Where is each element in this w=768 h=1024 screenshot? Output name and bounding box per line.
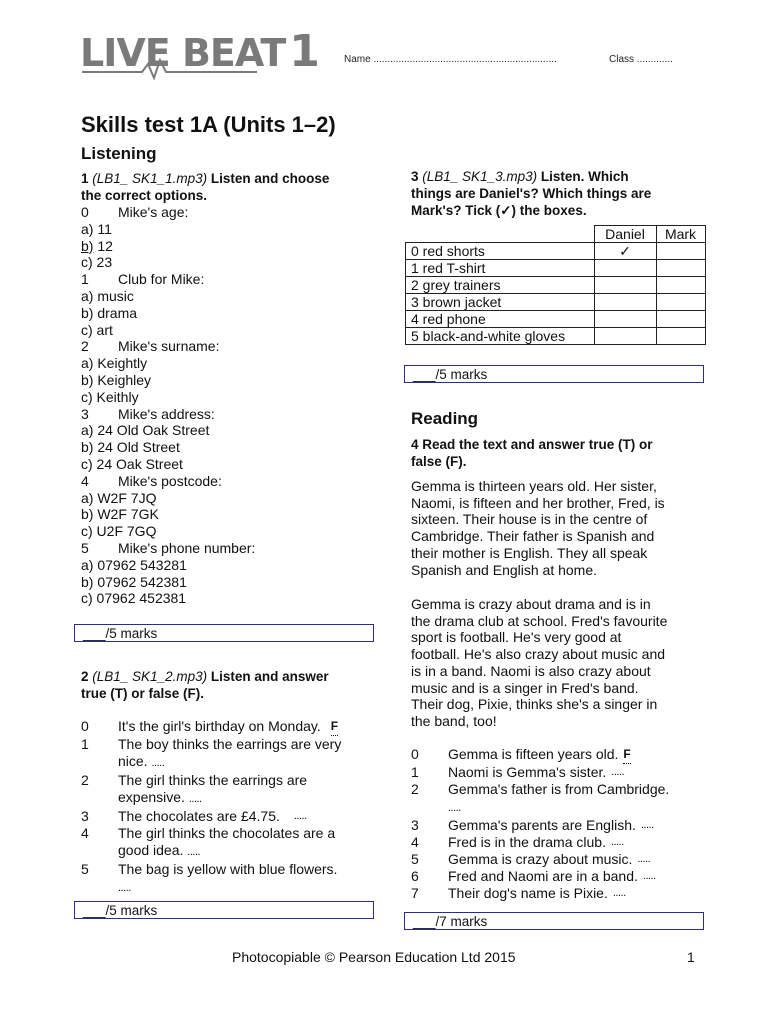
item-text: The bag is yellow with blue flowers. <box>118 861 338 877</box>
header-blank <box>406 226 595 243</box>
item-number: 3 <box>81 405 89 422</box>
item-number: 5 <box>81 539 89 556</box>
q4-instruction <box>411 436 711 470</box>
q3-instruction <box>411 168 711 219</box>
option[interactable]: b) W2F 7GK <box>81 506 159 523</box>
item-text: The girl thinks the chocolates are a <box>118 825 336 841</box>
item-number: 0 <box>81 718 89 734</box>
page-title: Skills test 1A (Units 1–2) <box>81 112 336 137</box>
answer-blank[interactable]: ..... <box>642 870 656 882</box>
example-answer: F <box>331 718 338 736</box>
option-text: 12 <box>93 237 113 254</box>
option[interactable]: c) 24 Oak Street <box>81 455 183 472</box>
answer-blank[interactable]: ..... <box>640 819 654 831</box>
option <box>81 238 255 255</box>
item-text: It's the girl's birthday on Monday. <box>118 718 321 734</box>
q1-instruction-line1: Listen and choose <box>210 171 330 186</box>
item-number: 1 <box>411 764 419 780</box>
paragraph-line: sport is football. He's very good at <box>411 629 622 646</box>
option[interactable]: b) drama <box>81 304 138 321</box>
item-prompt: Mike's phone number: <box>118 539 256 556</box>
item-number: 6 <box>411 868 419 884</box>
item-number: 4 <box>81 825 89 841</box>
col-daniel: Daniel <box>594 226 656 243</box>
table-header-row <box>406 226 706 243</box>
item-number: 3 <box>411 817 419 833</box>
page-number: 1 <box>687 949 695 965</box>
daniel-tick-box[interactable] <box>594 277 656 294</box>
q4-item <box>411 885 711 902</box>
table-row <box>406 243 706 260</box>
q4-item <box>411 817 711 834</box>
q3-marks-box[interactable]: ___/5 marks <box>404 365 704 383</box>
q4-item <box>411 851 711 868</box>
example-answer: F <box>623 746 630 764</box>
q4-item <box>411 781 711 798</box>
paragraph-line: their mother is English. They all speak <box>411 544 648 561</box>
listening-heading: Listening <box>81 144 157 163</box>
q3-instruction-line1: Listen. Which <box>540 169 629 184</box>
q4-items <box>411 746 711 902</box>
q4-instruction-line2: false (F). <box>411 454 467 469</box>
answer-blank[interactable]: ..... <box>187 846 201 858</box>
answer-blank[interactable]: ..... <box>637 853 651 865</box>
answer-blank[interactable]: ..... <box>151 757 165 769</box>
mark-tick-box <box>656 243 705 260</box>
item-number: 2 <box>411 781 419 797</box>
reading-heading: Reading <box>411 409 479 428</box>
paragraph-line: the drama club at school. Fred's favourite <box>411 612 668 629</box>
item-text: Fred and Naomi are in a band. <box>448 868 638 884</box>
paragraph-line: Their dog, Pixie, thinks she's a singer in <box>411 696 658 713</box>
item-text: Gemma's father is from Cambridge. <box>448 781 670 797</box>
q1-items <box>81 204 255 607</box>
item-prompt: Mike's age: <box>118 204 189 220</box>
option[interactable]: a) 07962 543281 <box>81 556 187 573</box>
item-text: expensive. <box>118 789 185 805</box>
name-field[interactable]: Name .................................................................. <box>344 54 557 65</box>
item-prompt: Mike's surname: <box>118 338 220 355</box>
q3-file: (LB1_ SK1_3.mp3) <box>422 169 538 184</box>
logo-number: 1 <box>289 26 319 77</box>
q3-tick-table <box>405 225 706 345</box>
table-row <box>406 277 706 294</box>
q1-instruction-line2: the correct options. <box>81 188 208 203</box>
answer-blank[interactable]: ..... <box>611 766 625 778</box>
q4-item <box>411 834 711 851</box>
option[interactable]: a) W2F 7JQ <box>81 489 157 506</box>
q2-item <box>81 808 376 825</box>
q2-instruction <box>81 668 381 702</box>
q2-marks-box[interactable]: ___/5 marks <box>74 901 374 919</box>
item-number: 1 <box>81 271 89 288</box>
q1-item-prompt <box>81 406 255 423</box>
daniel-tick-box[interactable] <box>594 311 656 328</box>
q1-marks-box[interactable]: ___/5 marks <box>74 624 374 642</box>
item-number: 2 <box>81 338 89 355</box>
table-row <box>406 311 706 328</box>
item-number: 0 <box>81 204 89 220</box>
q1-number: 1 <box>81 171 89 186</box>
item-cell: 0 red shorts <box>406 243 595 260</box>
q1-file: (LB1_ SK1_1.mp3) <box>92 171 208 186</box>
q4-instruction-line1: 4 Read the text and answer true (T) or <box>411 437 653 452</box>
item-number: 0 <box>411 746 419 762</box>
daniel-tick-box[interactable] <box>594 294 656 311</box>
copyright: Photocopiable © Pearson Education Ltd 2015 <box>232 949 516 965</box>
item-number: 3 <box>81 808 89 824</box>
q2-item <box>81 718 376 736</box>
daniel-tick-box: ✓ <box>594 243 656 260</box>
logo-pulse-icon <box>82 58 262 80</box>
table-row <box>406 294 706 311</box>
item-text: nice. <box>118 753 148 769</box>
item-cell: 3 brown jacket <box>406 294 595 311</box>
answer-blank[interactable]: ..... <box>612 887 626 899</box>
option[interactable]: c) art <box>81 321 113 338</box>
item-cell: 1 red T-shirt <box>406 260 595 277</box>
table-row <box>406 328 706 345</box>
q4-item <box>411 868 711 885</box>
reading-paragraph-2 <box>411 596 711 730</box>
item-number: 5 <box>411 851 419 867</box>
answer-blank[interactable]: ..... <box>118 882 131 894</box>
option[interactable]: c) 07962 452381 <box>81 590 187 607</box>
option: c) 23 <box>81 254 113 271</box>
answer-blank[interactable]: ..... <box>188 793 202 805</box>
item-text: The chocolates are £4.75. <box>118 808 280 824</box>
item-text: good idea. <box>118 842 184 858</box>
paragraph-line: Spanish and English at home. <box>411 561 598 578</box>
item-number: 7 <box>411 885 419 901</box>
paragraph-line: is in a band. Naomi is also crazy about <box>411 662 651 679</box>
q3-instruction-line3: Mark's? Tick (✓) the boxes. <box>411 203 587 218</box>
item-number: 5 <box>81 861 89 877</box>
q1-item-prompt <box>81 540 255 557</box>
option[interactable]: c) Keithly <box>81 388 139 405</box>
daniel-tick-box[interactable] <box>594 328 656 345</box>
item-text: Naomi is Gemma's sister. <box>448 764 607 780</box>
paragraph-line: Gemma is crazy about drama and is in <box>411 596 651 612</box>
item-text: Gemma is fifteen years old. <box>448 746 619 762</box>
q2-item-cont <box>81 842 376 861</box>
q1-item-prompt <box>81 271 255 288</box>
option[interactable]: b) Keighley <box>81 371 152 388</box>
item-number: 2 <box>81 772 89 788</box>
q3-number: 3 <box>411 169 419 184</box>
q1-item-prompt <box>81 204 255 221</box>
item-text: The boy thinks the earrings are very <box>118 736 342 752</box>
table-row <box>406 260 706 277</box>
item-number: 1 <box>81 736 89 752</box>
option[interactable]: a) music <box>81 287 134 304</box>
q1-item-prompt <box>81 473 255 490</box>
item-number: 4 <box>411 834 419 850</box>
q2-instruction-line2: true (T) or false (F). <box>81 686 205 701</box>
item-text: Gemma is crazy about music. <box>448 851 633 867</box>
mark-tick-box[interactable] <box>656 260 705 277</box>
example-answer: b) <box>81 237 94 254</box>
item-prompt: Mike's address: <box>118 405 215 422</box>
item-prompt: Mike's postcode: <box>118 472 222 489</box>
q4-item <box>411 764 711 781</box>
q2-file: (LB1_ SK1_2.mp3) <box>92 669 208 684</box>
answer-blank[interactable]: ..... <box>293 810 307 822</box>
paragraph-line: music and is a singer in Fred's band. <box>411 679 639 696</box>
q2-item <box>81 736 376 753</box>
q3-instruction-line2: things are Daniel's? Which things are <box>411 186 652 201</box>
q4-item <box>411 746 711 764</box>
q4-marks-box[interactable]: ___/7 marks <box>404 912 704 930</box>
q1-item-prompt <box>81 338 255 355</box>
option[interactable]: b) 24 Old Street <box>81 439 180 456</box>
paragraph-line: football. He's also crazy about music and <box>411 646 666 663</box>
logo-text: LIVE BEAT <box>80 31 286 75</box>
item-cell: 2 grey trainers <box>406 277 595 294</box>
item-prompt: Club for Mike: <box>118 271 205 288</box>
q4-item-cont <box>411 798 711 817</box>
q2-items <box>81 718 376 897</box>
option: a) 11 <box>81 220 112 237</box>
mark-tick-box[interactable] <box>656 277 705 294</box>
class-field[interactable]: Class ............. <box>609 54 673 65</box>
paragraph-line: Gemma is thirteen years old. Her sister, <box>411 478 657 494</box>
paragraph-line: Cambridge. Their father is Spanish and <box>411 528 655 545</box>
q2-item <box>81 772 376 789</box>
item-text: The girl thinks the earrings are <box>118 772 308 788</box>
q1-instruction <box>81 170 381 204</box>
item-cell: 5 black-and-white gloves <box>406 328 595 345</box>
q2-item <box>81 861 376 878</box>
option[interactable]: a) 24 Old Oak Street <box>81 422 210 439</box>
q2-number: 2 <box>81 669 89 684</box>
paragraph-line: sixteen. Their house is in the centre of <box>411 511 648 528</box>
q2-item-cont <box>81 789 376 808</box>
answer-blank[interactable]: ..... <box>448 802 461 814</box>
mark-tick-box[interactable] <box>656 294 705 311</box>
q2-item-cont <box>81 753 376 772</box>
q2-item <box>81 825 376 842</box>
mark-tick-box[interactable] <box>656 328 705 345</box>
item-text: Fred is in the drama club. <box>448 834 606 850</box>
daniel-tick-box[interactable] <box>594 260 656 277</box>
option[interactable]: a) Keightly <box>81 355 148 372</box>
mark-tick-box[interactable] <box>656 311 705 328</box>
reading-paragraph-1 <box>411 478 711 578</box>
item-text: Gemma's parents are English. <box>448 817 636 833</box>
q2-instruction-line1: Listen and answer <box>210 669 329 684</box>
col-mark: Mark <box>656 226 705 243</box>
option[interactable]: c) U2F 7GQ <box>81 523 157 540</box>
option[interactable]: b) 07962 542381 <box>81 573 187 590</box>
item-number: 4 <box>81 472 89 489</box>
answer-blank[interactable]: ..... <box>610 836 624 848</box>
item-cell: 4 red phone <box>406 311 595 328</box>
item-text: Their dog's name is Pixie. <box>448 885 608 901</box>
paragraph-line: Naomi, is fifteen and her brother, Fred, is <box>411 494 665 511</box>
q2-item-cont <box>81 878 376 897</box>
paragraph-line: the band, too! <box>411 712 497 729</box>
